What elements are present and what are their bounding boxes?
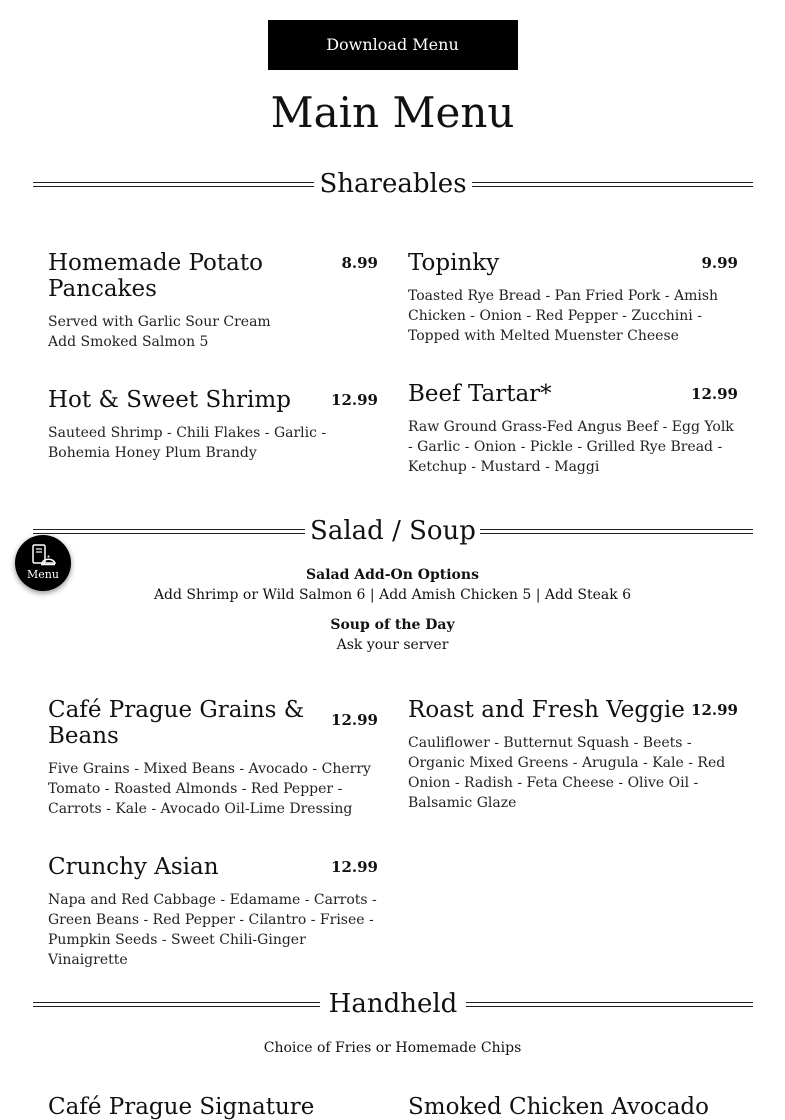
- item-description: Sauteed Shrimp - Chili Flakes - Garlic - Bohemia Honey Plum Brandy: [48, 425, 327, 461]
- item-description: Five Grains - Mixed Beans - Avocado - Cherry Tomato - Roasted Almonds - Red Pepper - Carrots - Kale - Avocado Oil-Lime Dressing: [48, 761, 371, 817]
- item-name: Roast and Fresh Veggie: [408, 697, 685, 723]
- menu-item: [48, 697, 378, 819]
- menu-item: [408, 697, 738, 813]
- soup-text: Ask your server: [336, 637, 449, 653]
- item-price: 12.99: [691, 385, 738, 403]
- item-description: Napa and Red Cabbage - Edamame - Carrots - Green Beans - Red Pepper - Cilantro - Frisee - Pumpkin Seeds - Sweet Chili-Ginger Vinaigrette: [48, 892, 377, 968]
- menu-item: [408, 381, 738, 477]
- item-name: Café Prague Grains & Beans: [48, 697, 305, 749]
- item-name: Crunchy Asian: [48, 854, 219, 880]
- section-heading-shareables: [33, 164, 753, 204]
- soup-title: Soup of the Day: [330, 617, 455, 633]
- item-name: Hot & Sweet Shrimp: [48, 387, 291, 413]
- menu-item: [408, 1094, 738, 1120]
- item-price: 8.99: [341, 254, 378, 272]
- item-name: Café Prague Signature: [48, 1094, 315, 1120]
- menu-fab-label: Menu: [27, 568, 59, 581]
- item-description: Cauliflower - Butternut Squash - Beets - Organic Mixed Greens - Arugula - Kale - Red Onion - Radish - Feta Cheese - Olive Oil - Balsamic Glaze: [408, 735, 726, 811]
- section-heading-handheld: [33, 984, 753, 1024]
- download-bar: [0, 20, 785, 70]
- menu-item: [48, 250, 378, 352]
- page-title: Main Menu: [270, 88, 515, 137]
- soup-of-day-block: [0, 615, 785, 655]
- menu-item: [48, 387, 378, 463]
- item-description: Raw Ground Grass-Fed Angus Beef - Egg Yolk - Garlic - Onion - Pickle - Grilled Rye Bread - Ketchup - Mustard - Maggi: [408, 419, 734, 475]
- item-name: Smoked Chicken Avocado: [408, 1094, 709, 1120]
- item-price: 12.99: [691, 701, 738, 719]
- download-menu-button[interactable]: Download Menu: [268, 20, 518, 70]
- menu-item: [408, 250, 738, 346]
- item-name: Topinky: [408, 250, 500, 276]
- menu-fab-button[interactable]: [15, 535, 71, 591]
- menu-item: [48, 854, 378, 970]
- item-name: Beef Tartar*: [408, 381, 552, 407]
- section-title: Handheld: [328, 989, 458, 1019]
- handheld-note: Choice of Fries or Homemade Chips: [263, 1040, 522, 1056]
- item-price: 12.99: [331, 858, 378, 876]
- item-description-line: Served with Garlic Sour Cream: [48, 314, 271, 330]
- item-price: 9.99: [701, 254, 738, 272]
- section-title: Salad / Soup: [310, 516, 476, 546]
- item-price: 12.99: [331, 391, 378, 409]
- item-description-line: Add Smoked Salmon 5: [48, 334, 209, 350]
- addon-text: Add Shrimp or Wild Salmon 6 | Add Amish Chicken 5 | Add Steak 6: [153, 587, 632, 603]
- item-description: Toasted Rye Bread - Pan Fried Pork - Amish Chicken - Onion - Red Pepper - Zucchini - Topped with Melted Muenster Cheese: [408, 288, 719, 344]
- item-name: Homemade Potato Pancakes: [48, 250, 263, 302]
- item-description: [48, 312, 378, 352]
- addon-title: Salad Add-On Options: [306, 567, 479, 583]
- section-title: Shareables: [319, 169, 467, 199]
- section-heading-salad-soup: [33, 511, 753, 551]
- menu-item: [48, 1094, 378, 1120]
- item-price: 12.99: [331, 711, 378, 729]
- menu-book-icon: [30, 544, 56, 568]
- salad-addon-block: [0, 565, 785, 605]
